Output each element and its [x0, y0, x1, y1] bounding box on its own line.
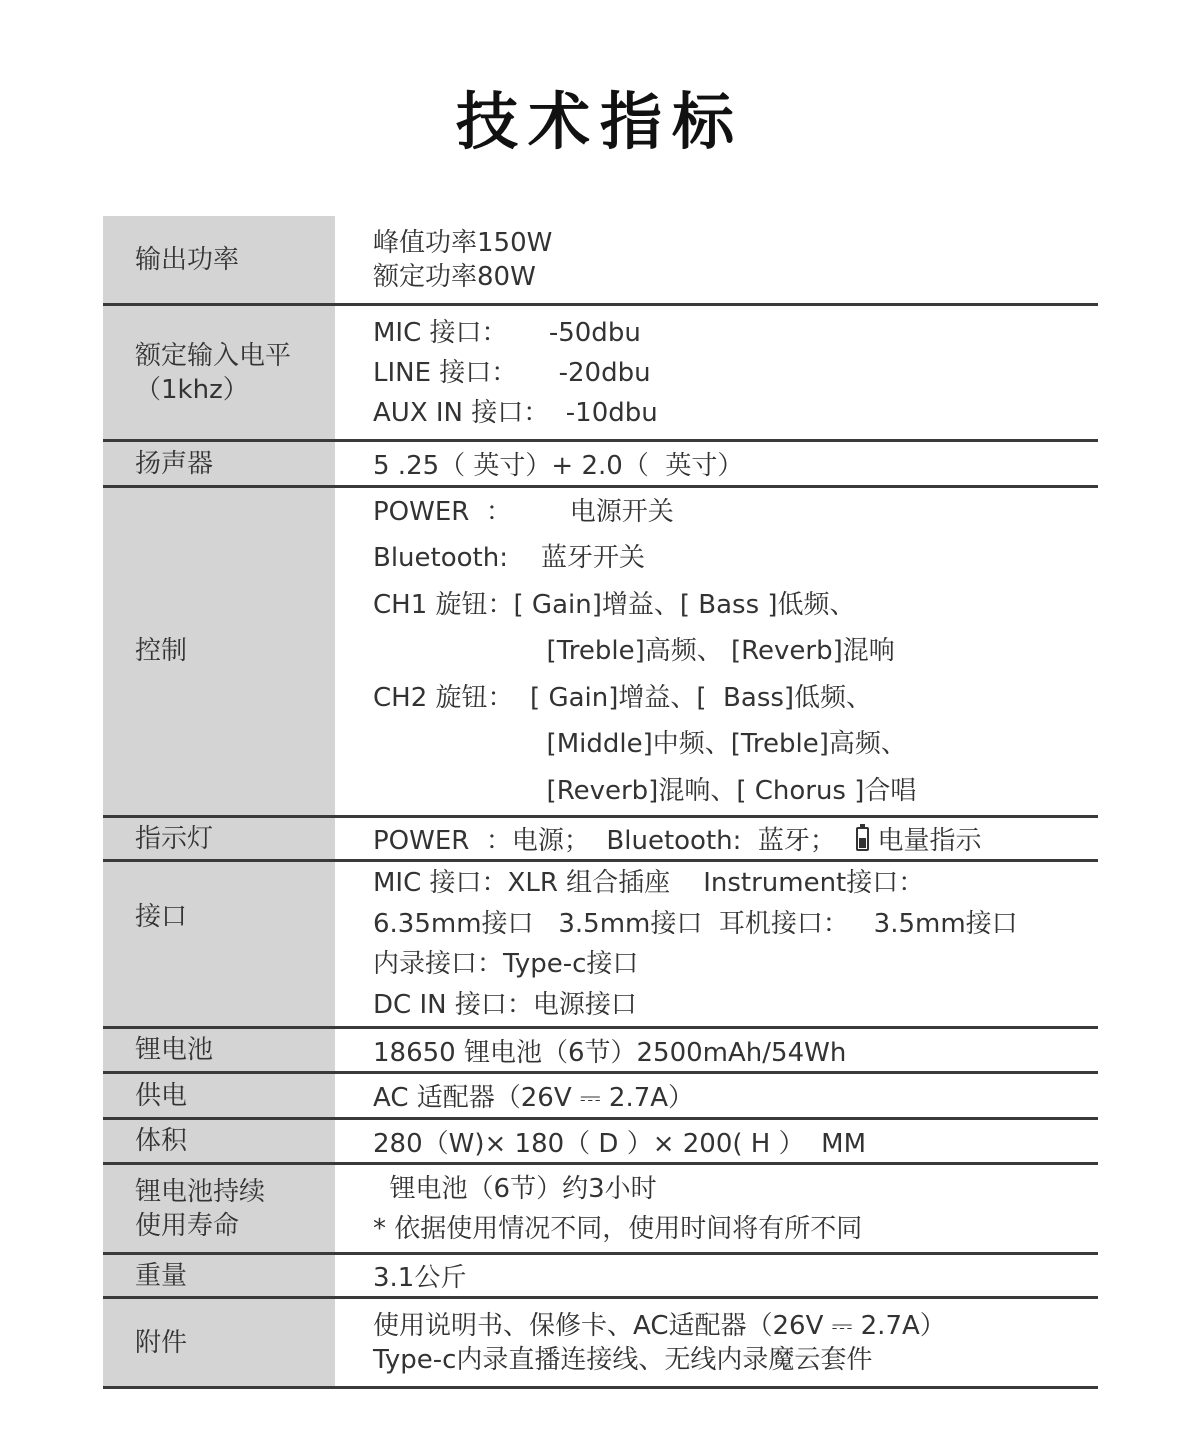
spec-row-accessories	[103, 1299, 1098, 1389]
spec-value-text: 280（W)× 180（ D ）× 200( H ） MM	[373, 1128, 866, 1159]
page-title: 技术指标	[455, 85, 744, 158]
spec-value-text: 18650 锂电池（6节）2500mAh/54Wh	[373, 1037, 847, 1068]
spec-value	[335, 818, 1098, 859]
spec-label-text: 扬声器	[135, 448, 214, 479]
spec-value-text: AC 适配器（26V ⎓ 2.7A）	[373, 1083, 695, 1113]
spec-label	[103, 818, 335, 859]
spec-label-text: 体积	[135, 1126, 188, 1156]
spec-label	[103, 488, 335, 815]
spec-value-text: 使用说明书、保修卡、AC适配器（26V ⎓ 2.7A）	[373, 1310, 946, 1341]
spec-row-speaker	[103, 442, 1098, 488]
spec-value-text: Bluetooth: 蓝牙开关	[373, 543, 646, 574]
spec-value-text: [Reverb]混响、[ Chorus ]合唱	[373, 775, 917, 806]
spec-value-text: [Middle]中频、[Treble]高频、	[373, 729, 907, 760]
spec-value-text: DC IN 接口：电源接口	[373, 989, 637, 1020]
spec-label-text: 指示灯	[135, 823, 214, 854]
spec-row-battery-life	[103, 1165, 1098, 1255]
spec-label	[103, 862, 335, 1026]
spec-row-battery	[103, 1029, 1098, 1074]
spec-table	[103, 216, 1098, 1389]
spec-label	[103, 1255, 335, 1296]
spec-label	[103, 1165, 335, 1252]
spec-value-text: 锂电池（6节）约3小时	[373, 1173, 657, 1204]
spec-label-text: （1khz）	[135, 374, 249, 405]
spec-row-controls	[103, 488, 1098, 818]
spec-label-text: 重量	[135, 1260, 188, 1291]
spec-label	[103, 216, 335, 303]
spec-label-text: 输出功率	[135, 244, 240, 275]
spec-value	[335, 306, 1098, 439]
spec-label-text: 供电	[135, 1080, 188, 1111]
spec-label-text: 接口	[135, 902, 188, 932]
spec-value-text: LINE 接口： -20dbu	[373, 357, 651, 388]
spec-label-text: 锂电池	[135, 1035, 214, 1065]
spec-value-text: 额定功率80W	[373, 261, 536, 292]
spec-value	[335, 488, 1098, 815]
spec-value-text: CH2 旋钮： [ Gain]增益、[ Bass]低频、	[373, 682, 873, 713]
spec-row-input-level	[103, 306, 1098, 442]
battery-icon	[856, 827, 869, 851]
spec-value-text: 内录接口：Type-c接口	[373, 949, 639, 979]
spec-value	[335, 1299, 1098, 1386]
spec-value	[335, 1120, 1098, 1162]
spec-value	[335, 216, 1098, 303]
spec-value-text: AUX IN 接口： -10dbu	[373, 397, 658, 428]
spec-row-indicator	[103, 818, 1098, 862]
spec-value	[335, 1029, 1098, 1071]
spec-label-text: 使用寿命	[135, 1210, 240, 1241]
spec-value	[335, 862, 1098, 1026]
spec-value-text: 峰值功率150W	[373, 227, 553, 258]
spec-value-text: MIC 接口： -50dbu	[373, 317, 641, 348]
spec-value	[335, 442, 1098, 485]
spec-value-text: 5 .25（ 英寸）+ 2.0（ 英寸）	[373, 451, 744, 481]
spec-row-power-supply	[103, 1074, 1098, 1120]
spec-row-dimensions	[103, 1120, 1098, 1165]
spec-row-output-power	[103, 216, 1098, 306]
spec-value	[335, 1165, 1098, 1252]
indicator-line	[373, 820, 1098, 857]
spec-label	[103, 1029, 335, 1071]
spec-value-text: Type-c内录直播连接线、无线内录魔云套件	[373, 1344, 873, 1375]
spec-label-text: 额定输入电平	[135, 340, 292, 371]
spec-row-weight	[103, 1255, 1098, 1299]
spec-value-text: [Treble]高频、 [Reverb]混响	[373, 636, 895, 667]
spec-value-text: 电量指示	[877, 826, 982, 856]
spec-label	[103, 306, 335, 439]
spec-label-text: 控制	[135, 636, 188, 667]
spec-label	[103, 1074, 335, 1117]
spec-label-text: 锂电池持续	[135, 1176, 266, 1207]
spec-label	[103, 1299, 335, 1386]
spec-value-text: CH1 旋钮：[ Gain]增益、[ Bass ]低频、	[373, 589, 856, 620]
spec-value	[335, 1074, 1098, 1117]
spec-row-ports	[103, 862, 1098, 1029]
spec-value-text: * 依据使用情况不同，使用时间将有所不同	[373, 1213, 863, 1244]
spec-value-text: POWER ：电源； Bluetooth: 蓝牙；	[373, 826, 853, 856]
spec-value-text: 6.35mm接口 3.5mm接口 耳机接口： 3.5mm接口	[373, 908, 1018, 939]
spec-value-text: POWER ： 电源开关	[373, 496, 674, 527]
spec-label	[103, 1120, 335, 1162]
spec-value	[335, 1255, 1098, 1296]
spec-label	[103, 442, 335, 485]
spec-value-text: 3.1公斤	[373, 1263, 467, 1293]
spec-value-text: MIC 接口：XLR 组合插座 Instrument接口：	[373, 868, 925, 898]
spec-label-text: 附件	[135, 1327, 188, 1358]
